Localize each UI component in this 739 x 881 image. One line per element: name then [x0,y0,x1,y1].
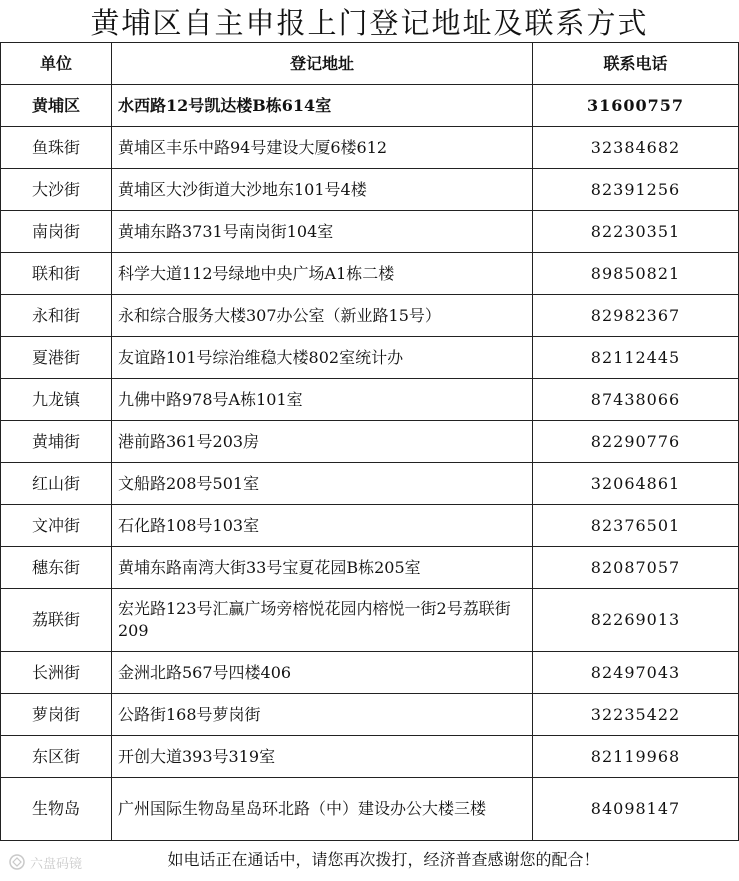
table-row [1,169,739,211]
unit-cell: 生物岛 [1,778,112,841]
unit-cell: 东区街 [1,736,112,778]
phone-cell: 89850821 [533,253,739,295]
phone-cell: 82230351 [533,211,739,253]
unit-cell: 穗东街 [1,547,112,589]
address-cell: 宏光路123号汇赢广场旁榕悦花园内榕悦一街2号荔联街209 [112,589,533,652]
table-row [1,652,739,694]
address-cell: 水西路12号凯达楼B栋614室 [112,85,533,127]
address-cell: 黄埔东路3731号南岗街104室 [112,211,533,253]
unit-cell: 鱼珠街 [1,127,112,169]
unit-cell: 夏港街 [1,337,112,379]
table-row [1,589,739,652]
phone-cell: 32235422 [533,694,739,736]
unit-cell: 九龙镇 [1,379,112,421]
phone-cell: 82497043 [533,652,739,694]
phone-cell: 82982367 [533,295,739,337]
unit-cell: 萝岗街 [1,694,112,736]
table-row [1,295,739,337]
address-cell: 九佛中路978号A栋101室 [112,379,533,421]
unit-cell: 黄埔街 [1,421,112,463]
address-cell: 永和综合服务大楼307办公室（新业路15号） [112,295,533,337]
address-cell: 文船路208号501室 [112,463,533,505]
unit-cell: 黄埔区 [1,85,112,127]
watermark-text: 六盘码镜 [30,856,83,872]
header-unit: 单位 [1,43,112,85]
address-cell: 石化路108号103室 [112,505,533,547]
table-row [1,505,739,547]
table-row [1,421,739,463]
table-row [1,379,739,421]
table-row [1,547,739,589]
unit-cell: 文冲街 [1,505,112,547]
phone-cell: 31600757 [533,85,739,127]
table-row [1,694,739,736]
table-header-row [1,43,739,85]
table-row [1,85,739,127]
table-row [1,463,739,505]
header-address: 登记地址 [112,43,533,85]
table-row [1,778,739,841]
phone-cell: 32384682 [533,127,739,169]
address-cell: 友谊路101号综治维稳大楼802室统计办 [112,337,533,379]
phone-cell: 82391256 [533,169,739,211]
unit-cell: 荔联街 [1,589,112,652]
address-cell: 港前路361号203房 [112,421,533,463]
table-row [1,736,739,778]
page-title: 黄埔区自主申报上门登记地址及联系方式 [90,6,649,40]
unit-cell: 南岗街 [1,211,112,253]
address-cell: 金洲北路567号四楼406 [112,652,533,694]
unit-cell: 永和街 [1,295,112,337]
table-row [1,127,739,169]
table-row [1,337,739,379]
phone-cell: 82112445 [533,337,739,379]
phone-cell: 84098147 [533,778,739,841]
address-cell: 开创大道393号319室 [112,736,533,778]
unit-cell: 大沙街 [1,169,112,211]
address-cell: 黄埔区丰乐中路94号建设大厦6楼612 [112,127,533,169]
phone-cell: 82269013 [533,589,739,652]
address-cell: 公路街168号萝岗街 [112,694,533,736]
table-row [1,253,739,295]
phone-cell: 82376501 [533,505,739,547]
footer-note: 如电话正在通话中，请您再次拨打，经济普查感谢您的配合！ [167,850,600,869]
phone-cell: 82087057 [533,547,739,589]
phone-cell: 82119968 [533,736,739,778]
unit-cell: 红山街 [1,463,112,505]
unit-cell: 联和街 [1,253,112,295]
address-cell: 黄埔区大沙街道大沙地东101号4楼 [112,169,533,211]
address-cell: 科学大道112号绿地中央广场A1栋二楼 [112,253,533,295]
phone-cell: 32064861 [533,463,739,505]
phone-cell: 82290776 [533,421,739,463]
table-row [1,211,739,253]
phone-cell: 87438066 [533,379,739,421]
unit-cell: 长洲街 [1,652,112,694]
header-phone: 联系电话 [533,43,739,85]
address-cell: 黄埔东路南湾大街33号宝夏花园B栋205室 [112,547,533,589]
address-cell: 广州国际生物岛星岛环北路（中）建设办公大楼三楼 [112,778,533,841]
contact-table [0,42,739,841]
